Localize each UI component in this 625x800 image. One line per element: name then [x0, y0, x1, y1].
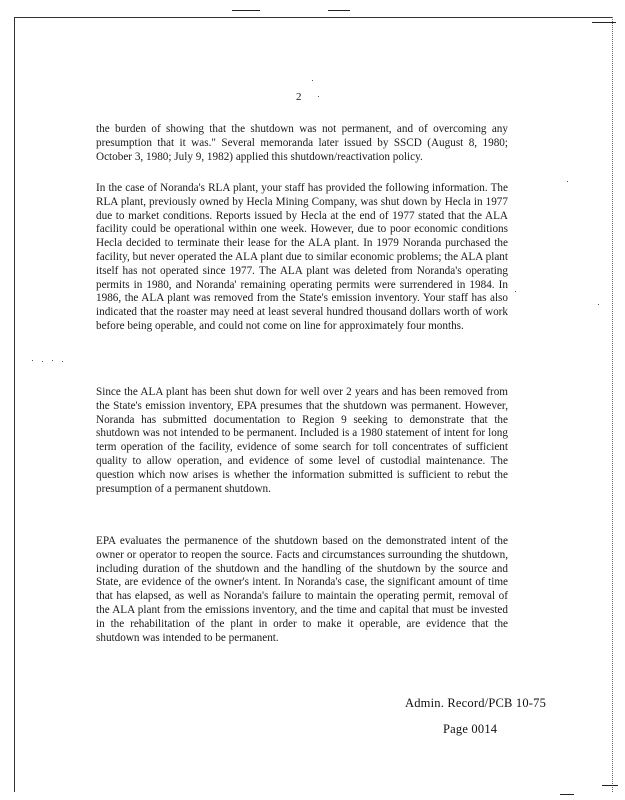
admin-record-stamp: Admin. Record/PCB 10-75 — [405, 696, 547, 710]
page-number: 2 — [296, 91, 302, 103]
scan-mark — [232, 10, 260, 11]
scan-border-right — [612, 17, 613, 792]
scan-speck — [62, 361, 63, 362]
scan-speck — [515, 291, 516, 292]
scan-speck — [52, 360, 53, 361]
scan-speck — [567, 181, 568, 182]
scan-speck — [312, 80, 313, 81]
scan-mark — [328, 10, 350, 11]
scan-speck — [42, 361, 43, 362]
paragraph-permanence-evaluation: EPA evaluates the permanence of the shutdown based on the demonstrated intent of the owner or operator to reopen the source. Facts and circumstances surrounding the shutdown, including duration of the shutdown and the handling of the shutdown by the source and State, are evidence of the owner's intent. In Noranda's case, the significant amount of time that has elapsed, as well as Noranda's failure to maintain the operating permit, removal of the ALA plant from the emissions inventory, and the time and capital that must be invested in the rehabilitation of the plant in order to make it operable, are evidence that the shutdown was intended to be permanent. — [96, 535, 508, 644]
paragraph-shutdown-policy: the burden of showing that the shutdown was not permanent, and of overcoming any presumption that it was." Several memoranda later issued by SSCD (August 8, 1980; October 3, 1980; July 9, 1982) applied this shutdown/reactivation policy. — [96, 123, 508, 163]
scan-speck — [32, 360, 33, 361]
scan-speck — [318, 96, 319, 97]
scan-mark — [592, 22, 616, 23]
paragraph-rla-plant-history: In the case of Noranda's RLA plant, your staff has provided the following information. The RLA plant, previously owned by Hecla Mining Company, was shut down by Hecla in 1977 due to market conditions. Reports issued by Hecla at the end of 1977 stated that the ALA facility could be operational within one week. However, due to poor economic conditions Hecla decided to terminate their lease for the ALA plant. In 1979 Noranda purchased the facility, but never operated the ALA plant due to similar economic problems; the ALA plant itself has not operated since 1977. The ALA plant was deleted from Noranda's operating permits in 1980, and Noranda' remaining operating permits were surrendered in 1984. In 1986, the ALA plant was removed from the State's emission inventory. Your staff has also indicated that the roaster may need at least several hundred thousand dollars worth of work before being operable, and could not come on line for approximately four months. — [96, 182, 508, 332]
scan-border-left — [14, 17, 15, 792]
scan-mark — [560, 794, 574, 795]
scan-border-top — [14, 17, 612, 18]
paragraph-epa-presumption: Since the ALA plant has been shut down for well over 2 years and has been removed from the State's emission inventory, EPA presumes that the shutdown was permanent. However, Noranda has submitted documentation to Region 9 seeking to demonstrate that the shutdown was not intended to be permanent. Included is a 1980 statement of intent for long term operation of the facility, evidence of some search for toll concentrates of sufficient quality to allow operation, and evidence of some level of custodial maintenance. The question which now arises is whether the information submitted is sufficient to rebut the presumption of a permanent shutdown. — [96, 386, 508, 495]
scan-speck — [598, 304, 599, 305]
scan-mark — [602, 785, 618, 786]
page-stamp: Page 0014 — [443, 722, 498, 736]
